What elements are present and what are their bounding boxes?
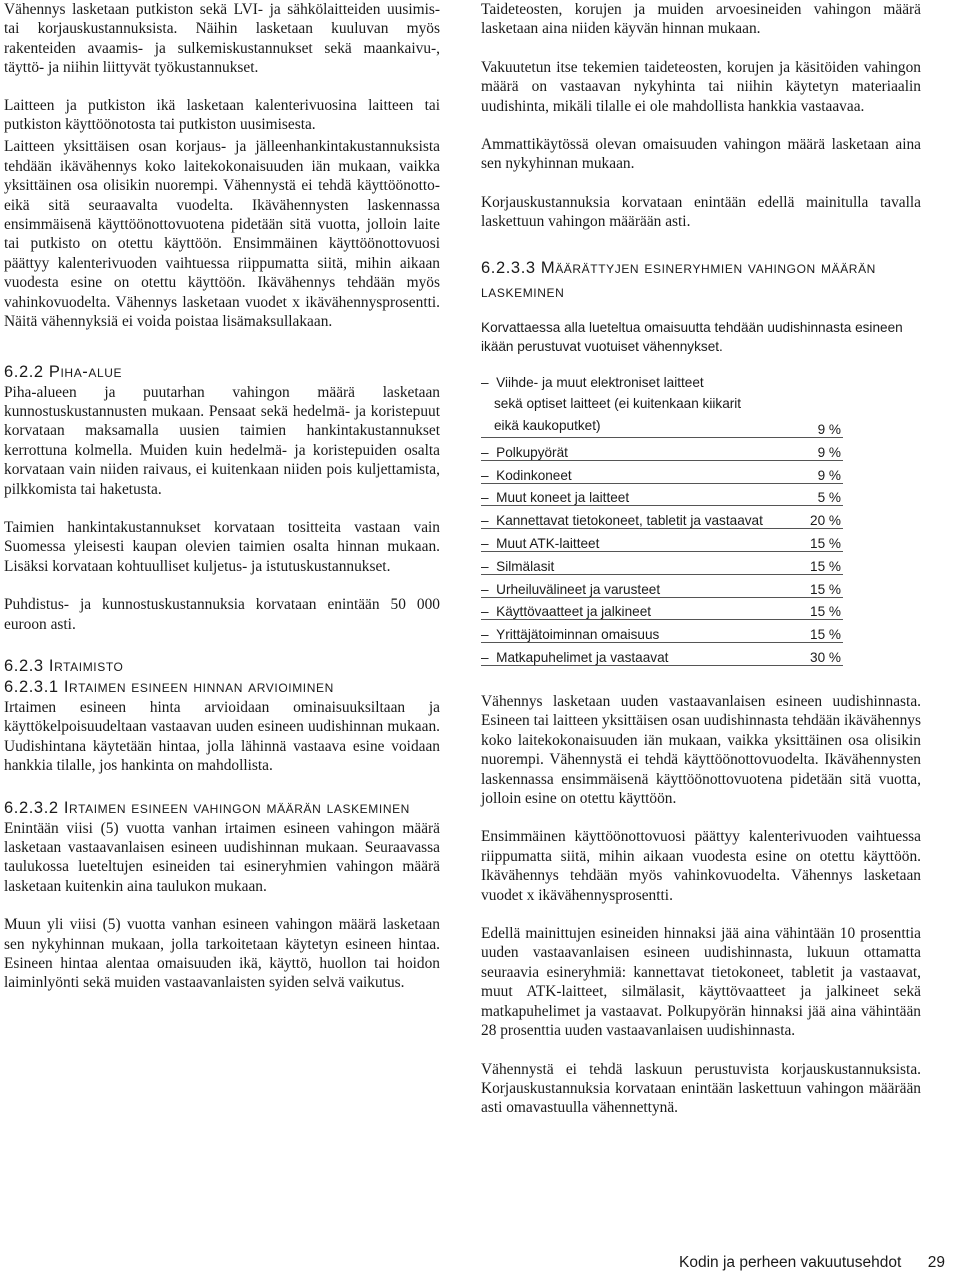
table-item-cell <box>481 483 805 506</box>
dash-glyph: – <box>481 558 489 574</box>
table-row <box>481 483 843 506</box>
table-percent-cell: 20 % <box>805 506 843 529</box>
page-footer <box>679 1254 945 1272</box>
paragraph-ammattikaytto: Ammattikäytössä olevan omaisuuden vahingon määrä lasketaan aina sen nykyhinnan mukaan. <box>481 136 921 173</box>
table-item-line <box>481 372 805 394</box>
table-item-cell <box>481 506 805 529</box>
paragraph-piha-alue: Piha-alueen ja puutarhan vahingon määrä lasketaan kunnostuskustannusten mukaan. Pensaat sekä hedelmä- ja koristepuut korvataan maksamalla uusien taimien hankintakustannukset kerrottuna kolmella. Muiden kuin hedelmä- ja koristepuiden osalta korvataan vain niiden raivaus, ei kuitenkaan niiden pois kuljettamista, pilkkomista tai haketusta. <box>4 383 440 498</box>
heading-esineryhmat: 6.2.3.3 Määrättyjen esineryhmien vahingon määrän laskeminen <box>481 258 876 301</box>
table-percent-cell: 15 % <box>805 620 843 643</box>
depreciation-table <box>481 372 843 666</box>
table-item-line: eikä kaukoputket) <box>494 418 601 434</box>
table-row <box>481 620 843 643</box>
table-row <box>481 574 843 597</box>
table-percent-cell: 15 % <box>805 574 843 597</box>
table-item-text: Muut koneet ja laitteet <box>496 490 630 506</box>
dash-glyph: – <box>481 444 489 460</box>
table-item-line: sekä optiset laitteet (ei kuitenkaan kiikarit <box>494 396 742 412</box>
paragraph-taideteokset: Taideteosten, korujen ja muiden arvoesineiden vahingon määrä lasketaan aina niiden käyvän hinnan mukaan. <box>481 1 921 38</box>
table-item-cell <box>481 643 805 666</box>
paragraph-hinnan-arvioiminen: Irtaimen esineen hinta arvioidaan ominaisuuksiltaan ja käyttökelpoisuudeltaan vastaavan uuden esineen uudishinnan mukaan. Uudishintana käytetään hintaa, jolla lähinnä vastaava esine voidaan hankkia tilalle, jos hankinta on mahdollista. <box>4 698 440 775</box>
dash-glyph: – <box>481 467 489 483</box>
left-column <box>4 0 440 993</box>
dash-glyph: – <box>481 627 489 643</box>
table-percent-cell: 15 % <box>805 529 843 552</box>
table-item-cell <box>481 574 805 597</box>
table-row <box>481 506 843 529</box>
table-percent-cell: 15 % <box>805 597 843 620</box>
table-row <box>481 438 843 461</box>
table-row <box>481 643 843 666</box>
paragraph-laskuun-perustuvat: Vähennystä ei tehdä laskuun perustuvista korjauskustannuksista. Korjauskustannuksia korvataan enintään laskettuun vahingon määrään asti omavastuulla vähennettynä. <box>481 1060 921 1117</box>
dash-glyph: – <box>481 650 489 666</box>
paragraph-laitteen-ika: Laitteen ja putkiston ikä lasketaan kalenterivuosina laitteen tai putkiston käyttöönotosta tai putkiston uusimisesta. <box>4 96 440 134</box>
table-percent-cell: 5 % <box>805 483 843 506</box>
table-item-cell <box>481 460 805 483</box>
footer-title: Kodin ja perheen vakuutusehdot <box>679 1254 902 1271</box>
dash-glyph: – <box>481 490 489 506</box>
table-row <box>481 597 843 620</box>
table-row <box>481 529 843 552</box>
paragraph-taimien-hankinta: Taimien hankintakustannukset korvataan tositteita vastaan vain Suomessa yleisesti kaupan olevien taimien osalta hinnan mukaan. Lisäksi korvataan kohtuulliset kuljetus- ja istutuskustannukset. <box>4 518 440 575</box>
table-percent-cell: 9 % <box>805 372 843 438</box>
dash-glyph: – <box>481 604 489 620</box>
paragraph-itse-tehdyt: Vakuutetun itse tekemien taideteosten, korujen ja käsitöiden vahingon määrä on vastaavan nykyhinta tai niihin käytetyn materiaalin uudishinta, mikäli tilalle ei ole mahdollista hankkia vastaavaa. <box>481 58 921 115</box>
table-item-cell <box>481 552 805 575</box>
table-item-cell <box>481 620 805 643</box>
paragraph-enintaan-viisi-vuotta: Enintään viisi (5) vuotta vanhan irtaimen esineen vahingon määrä lasketaan vastaavanlaisen esineen uudishinnan mukaan. Seuraavassa taulukossa lueteltujen esineiden tai esineryhmien vahingon määrä lasketaan kuitenkin aina taulukon mukaan. <box>4 819 440 895</box>
page-number: 29 <box>927 1254 945 1271</box>
paragraph-ensimmainen-vuosi: Ensimmäinen käyttöönottovuosi päättyy kalenterivuoden vaihtuessa riippumatta siitä, mihin aikaan vuodesta esine on otettu käyttöön. Ikävähennys tehdään myös vahinkovuodelta. Vähennys lasketaan vuodet x ikävähennysprosentti. <box>481 828 921 904</box>
heading-hinnan-arvioiminen: 6.2.3.1 Irtaimen esineen hinnan arvioiminen <box>4 677 334 696</box>
table-percent-cell: 9 % <box>805 438 843 461</box>
paragraph-vahennys-putkisto: Vähennys lasketaan putkiston sekä LVI- ja sähkölaitteiden uusimis- tai korjauskustannuksista. Näihin lasketaan kuuluvan myös rakenteiden avaamis- ja sulkemiskustannukset sekä maankaivu-, täyttö- ja niihin liittyvät työkustannukset. <box>4 1 440 77</box>
table-item-text: Kannettavat tietokoneet, tabletit ja vastaavat <box>496 513 763 529</box>
heading-vahingon-maaran-laskeminen: 6.2.3.2 Irtaimen esineen vahingon määrän laskeminen <box>4 798 410 817</box>
dash-glyph: – <box>481 374 489 390</box>
heading-irtaimisto: 6.2.3 Irtaimisto <box>4 656 124 675</box>
table-intro: Korvattaessa alla lueteltua omaisuutta tehdään uudishinnasta esineen ikään perustuvat vuotuiset vähennykset. <box>481 319 903 354</box>
table-item-text: Silmälasit <box>496 558 555 574</box>
right-column <box>481 0 921 1118</box>
paragraph-korjauskustannukset: Korjauskustannuksia korvataan enintään edellä mainitulla tavalla laskettuun vahingon määrään asti. <box>481 193 921 231</box>
paragraph-puhdistus: Puhdistus- ja kunnostuskustannuksia korvataan enintään 50 000 euroon asti. <box>4 596 440 633</box>
table-item-text: Kodinkoneet <box>496 467 572 483</box>
paragraph-vahennys-uudishinnasta: Vähennys lasketaan uuden vastaavanlaisen esineen uudishinnasta. Esineen tai laitteen yksittäisen osan uudishinnasta tehdään ikävähennys koko laitekokonaisuuden iän mukaan, vaikka yksittäinen osa olisikin nuorempi. Vähennystä ei tehdä käyttöönottovuodelta. Ikävähennysten laskennassa ensimmäisenä käyttöönottovuotena pidetään sitä vuotta, jolloin esine on otettu käyttöön. <box>481 693 921 808</box>
table-item-text: Muut ATK-laitteet <box>496 536 600 552</box>
table-item-text: Viihde- ja muut elektroniset laitteet <box>496 374 704 390</box>
dash-glyph: – <box>481 513 489 529</box>
table-item-text: Urheiluvälineet ja varusteet <box>496 581 661 597</box>
paragraph-yli-viisi-vuotta: Muun yli viisi (5) vuotta vanhan esineen vahingon määrä lasketaan sen nykyhinnan mukaan, jolla tarkoitetaan käytetyn esineen hintaa. Esineen hintaa alentaa omaisuuden ikä, käyttö, huollon tai hoidon laiminlyönti sekä muiden vastaavanlaisten syiden selvä vaikutus. <box>4 916 440 992</box>
table-percent-cell: 15 % <box>805 552 843 575</box>
table-percent-cell: 9 % <box>805 460 843 483</box>
table-row <box>481 460 843 483</box>
table-item-text: Yrittäjätoiminnan omaisuus <box>496 627 660 643</box>
table-row <box>481 552 843 575</box>
table-item-text: Käyttövaatteet ja jalkineet <box>496 604 652 620</box>
table-item-text: Polkupyörät <box>496 444 568 460</box>
table-item-cell <box>481 529 805 552</box>
heading-piha-alue: 6.2.2 Piha-alue <box>4 362 123 381</box>
table-percent-cell: 30 % <box>805 643 843 666</box>
table-item-cell <box>481 597 805 620</box>
table-item-cell <box>481 438 805 461</box>
table-item-text: Matkapuhelimet ja vastaavat <box>496 650 669 666</box>
dash-glyph: – <box>481 581 489 597</box>
table-row <box>481 372 843 438</box>
dash-glyph: – <box>481 536 489 552</box>
paragraph-vahintaan-10-prosenttia: Edellä mainittujen esineiden hinnaksi jää aina vähintään 10 prosenttia uuden vastaavanlaisen esineen uudishinnasta, lukuun ottamatta seuraavia esineryhmiä: kannettavat tietokoneet, tabletit ja vastaavat, muut ATK-laitteet, silmälasit, käyttövaatteet ja jalkineet sekä matkapuhelimet ja vastaavat. Polkupyörän hinnaksi jää aina vähintään 28 prosenttia uuden vastaavanlaisen uudishinnasta. <box>481 925 921 1040</box>
paragraph-ikavahennys: Laitteen yksittäisen osan korjaus- ja jälleenhankintakustannuksista tehdään ikävähennys koko laitekokonaisuuden iän mukaan, vaikka yksittäinen osa olisikin nuorempi. Vähennystä ei tehdä käyttöönotto- eikä sitä seuraavalta vuodelta. Ikävähennysten laskennassa ensimmäisenä käyttöönottovuotena pidetään sitä vuotta, jolloin laite tai putkisto on otettu käyttöön. Ensimmäinen käyttöönottovuosi päättyy kalenterivuoden vaihtuessa riippumatta siitä, mihin aikaan vuodesta esine on otettu käyttöön. Ikävähennys tehdään myös vahinkovuodelta. Vähennys lasketaan vuodet x ikävähennysprosentti. Näitä vähennyksiä ei voida poistaa lisämaksullakaan. <box>4 138 440 331</box>
table-item-cell <box>481 372 805 438</box>
